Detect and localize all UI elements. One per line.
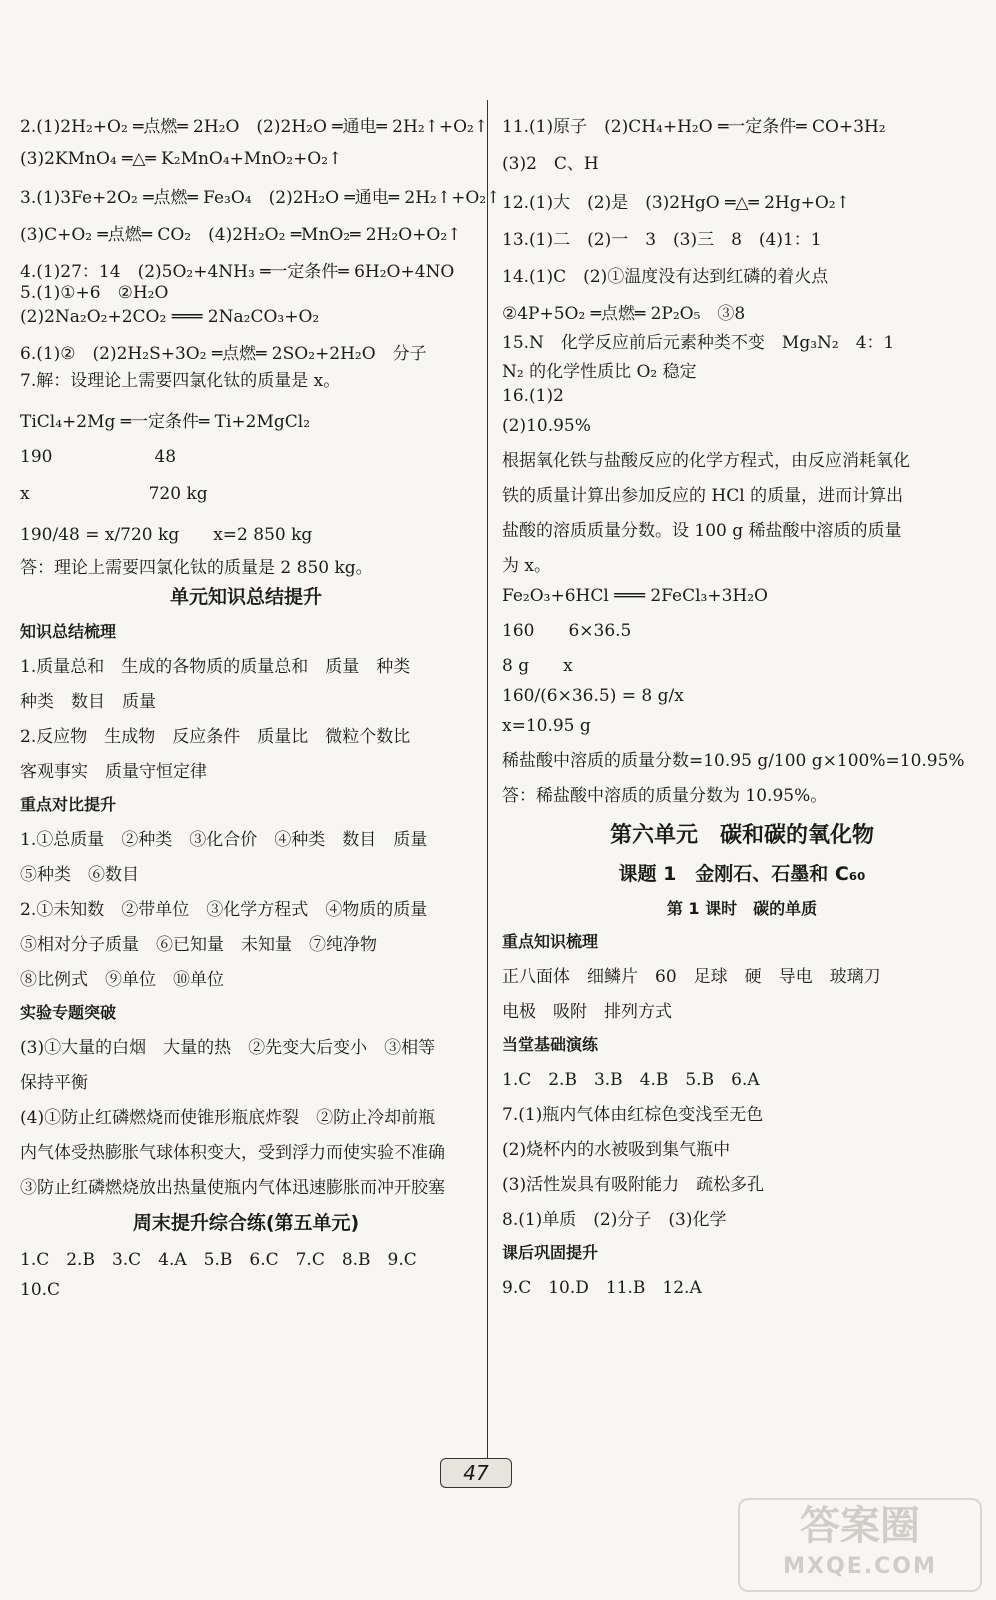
watermark-line-2: MXQE.COM [783, 1554, 937, 1579]
watermark-logo [738, 1498, 982, 1592]
contrast-2-line-2: ⑤相对分子质量 ⑥已知量 未知量 ⑦纯净物 [20, 935, 377, 955]
watermark-line-1: 答案圈 [800, 1503, 920, 1549]
experiment-4-line-3: ③防止红磷燃烧放出热量使瓶内气体迅速膨胀而冲开胶塞 [20, 1178, 445, 1198]
experiment-4-line-2: 内气体受热膨胀气球体积变大，受到浮力而使实验不准确 [20, 1143, 445, 1163]
answer-6: 6.(1)② (2)2H₂S+3O₂ ═点燃═ 2SO₂+2H₂O 分子 [20, 344, 427, 364]
answer-3-line-1: 3.(1)3Fe+2O₂ ═点燃═ Fe₃O₄ (2)2H₂O ═通电═ 2H₂↑+O₂↑ [20, 188, 501, 208]
page-number: 47 [440, 1458, 512, 1488]
knowledge-line-1: 正八面体 细鳞片 60 足球 硬 导电 玻璃刀 [502, 967, 881, 987]
lesson-1-title: 课题 1 金刚石、石墨和 C₆₀ [618, 863, 866, 885]
answer-16-equation: Fe₂O₃+6HCl ═══ 2FeCl₃+3H₂O [502, 586, 768, 606]
experiment-3-line-2: 保持平衡 [20, 1073, 88, 1093]
answer-7-masses: 190 48 [20, 447, 177, 467]
answer-7-unknowns: x 720 kg [20, 484, 208, 504]
unit-six-title: 第六单元 碳和碳的氧化物 [609, 823, 874, 848]
in-class-7-1: 7.(1)瓶内气体由红棕色变浅至无色 [502, 1105, 764, 1125]
contrast-2-line-1: 2.①未知数 ②带单位 ③化学方程式 ④物质的质量 [20, 900, 428, 920]
section-heading-unit-summary: 单元知识总结提升 [169, 586, 322, 608]
answer-2-line-2: (3)2KMnO₄ ═△═ K₂MnO₄+MnO₂+O₂↑ [20, 149, 343, 169]
answer-11-line-2: (3)2 C、H [502, 154, 599, 174]
subheading-experiment: 实验专题突破 [20, 1003, 117, 1022]
answer-16-line-2: (2)10.95% [502, 416, 591, 436]
answer-13: 13.(1)二 (2)一 3 (3)三 8 (4)1：1 [502, 230, 822, 250]
contrast-2-line-3: ⑧比例式 ⑨单位 ⑩单位 [20, 970, 224, 990]
subheading-key-knowledge: 重点知识梳理 [502, 932, 599, 951]
in-class-8: 8.(1)单质 (2)分子 (3)化学 [502, 1210, 727, 1230]
answer-2-line-1: 2.(1)2H₂+O₂ ═点燃═ 2H₂O (2)2H₂O ═通电═ 2H₂↑+O₂↑ [20, 117, 489, 137]
answer-16-explain-2: 铁的质量计算出参加反应的 HCl 的质量，进而计算出 [502, 486, 904, 506]
answer-7-conclusion: 答：理论上需要四氯化钛的质量是 2 850 kg。 [20, 558, 373, 578]
after-class-answers: 9.C 10.D 11.B 12.A [502, 1278, 702, 1298]
experiment-3-line-1: (3)①大量的白烟 大量的热 ②先变大后变小 ③相等 [20, 1038, 436, 1058]
answer-14-line-2: ②4P+5O₂ ═点燃═ 2P₂O₅ ③8 [502, 304, 746, 324]
summary-2-line-2: 客观事实 质量守恒定律 [20, 762, 207, 782]
left-column [20, 112, 501, 1300]
weekend-answers-1: 1.C 2.B 3.C 4.A 5.B 6.C 7.C 8.B 9.C [20, 1250, 417, 1270]
right-column [502, 112, 982, 1298]
in-class-answers: 1.C 2.B 3.B 4.B 5.B 6.A [502, 1070, 760, 1090]
answer-7-proportion: 190/48 = x/720 kg x=2 850 kg [20, 525, 313, 545]
experiment-4-line-1: (4)①防止红磷燃烧而使锥形瓶底炸裂 ②防止冷却前瓶 [20, 1108, 436, 1128]
answer-16-explain-1: 根据氧化铁与盐酸反应的化学方程式，由反应消耗氧化 [502, 451, 910, 471]
answer-3-line-2: (3)C+O₂ ═点燃═ CO₂ (4)2H₂O₂ ═MnO₂═ 2H₂O+O₂↑ [20, 225, 462, 245]
subheading-in-class: 当堂基础演练 [502, 1035, 599, 1054]
weekend-answers-2: 10.C [20, 1280, 61, 1300]
column-divider [487, 100, 488, 1460]
summary-1-line-2: 种类 数目 质量 [20, 692, 156, 712]
answer-16-line-1: 16.(1)2 [502, 386, 564, 406]
answer-12: 12.(1)大 (2)是 (3)2HgO ═△═ 2Hg+O₂↑ [502, 193, 850, 213]
contrast-1-line-2: ⑤种类 ⑥数目 [20, 865, 139, 885]
answer-16-unknowns: 8 g x [502, 656, 573, 676]
answer-16-masses: 160 6×36.5 [502, 621, 632, 641]
answer-15-line-2: N₂ 的化学性质比 O₂ 稳定 [502, 362, 697, 382]
contrast-1-line-1: 1.①总质量 ②种类 ③化合价 ④种类 数目 质量 [20, 830, 428, 850]
answer-14-line-1: 14.(1)C (2)①温度没有达到红磷的着火点 [502, 267, 829, 287]
subheading-key-contrast: 重点对比提升 [20, 795, 117, 814]
answer-16-conclusion: 答：稀盐酸中溶质的质量分数为 10.95%。 [502, 786, 828, 806]
answer-16-proportion: 160/(6×36.5) = 8 g/x [502, 686, 684, 706]
answer-11-line-1: 11.(1)原子 (2)CH₄+H₂O ═一定条件═ CO+3H₂ [502, 117, 886, 137]
answer-15-line-1: 15.N 化学反应前后元素种类不变 Mg₃N₂ 4：1 [502, 333, 895, 353]
answer-16-explain-3: 盐酸的溶质质量分数。设 100 g 稀盐酸中溶质的质量 [502, 521, 902, 541]
answer-16-explain-4: 为 x。 [502, 556, 551, 576]
period-1-title: 第 1 课时 碳的单质 [666, 899, 818, 918]
knowledge-line-2: 电极 吸附 排列方式 [502, 1002, 672, 1022]
in-class-7-2: (2)烧杯内的水被吸到集气瓶中 [502, 1140, 731, 1160]
answer-7-intro: 7.解：设理论上需要四氯化钛的质量是 x。 [20, 371, 341, 391]
summary-1-line-1: 1.质量总和 生成的各物质的质量总和 质量 种类 [20, 657, 411, 677]
section-heading-weekend: 周末提升综合练(第五单元) [132, 1212, 360, 1234]
answer-16-fraction: 稀盐酸中溶质的质量分数=10.95 g/100 g×100%=10.95% [502, 751, 965, 771]
summary-2-line-1: 2.反应物 生成物 反应条件 质量比 微粒个数比 [20, 727, 411, 747]
answer-7-equation: TiCl₄+2Mg ═一定条件═ Ti+2MgCl₂ [20, 412, 311, 432]
subheading-after-class: 课后巩固提升 [502, 1243, 599, 1262]
answer-5-line-1: 5.(1)①+6 ②H₂O [20, 283, 169, 303]
answer-5-line-2: (2)2Na₂O₂+2CO₂ ═══ 2Na₂CO₃+O₂ [20, 307, 320, 327]
answer-4: 4.(1)27：14 (2)5O₂+4NH₃ ═一定条件═ 6H₂O+4NO [20, 262, 455, 282]
answer-16-result: x=10.95 g [502, 716, 591, 736]
in-class-7-3: (3)活性炭具有吸附能力 疏松多孔 [502, 1175, 765, 1195]
subheading-knowledge: 知识总结梳理 [20, 622, 117, 641]
